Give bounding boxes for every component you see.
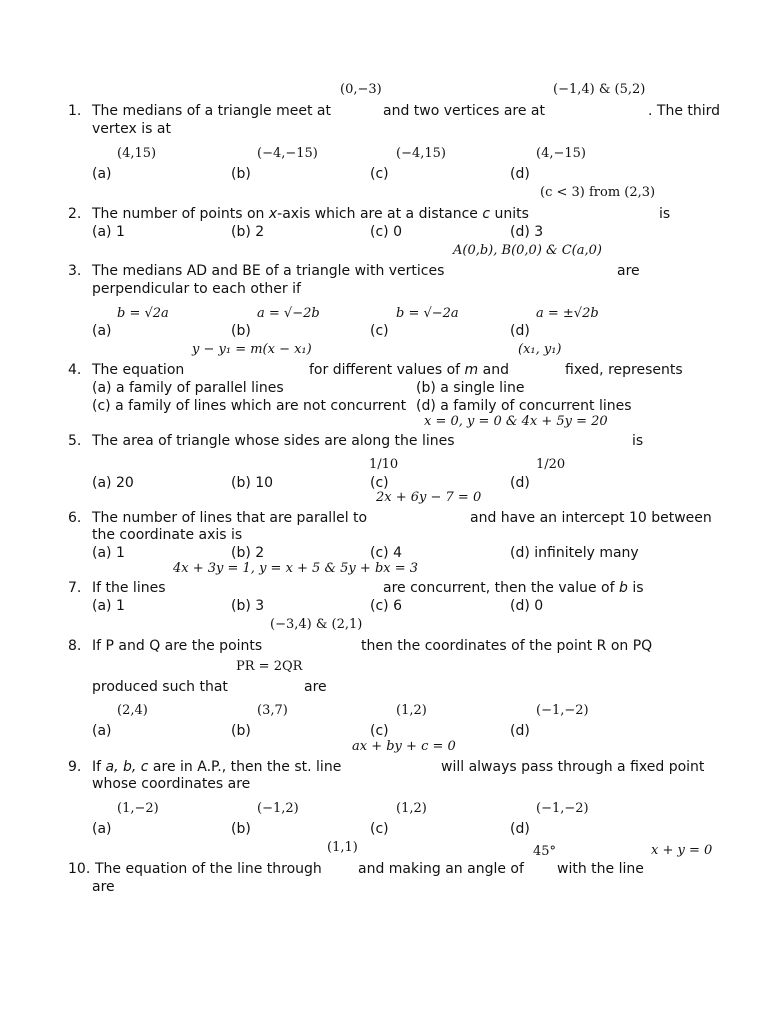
q2-text-c: units [490, 206, 529, 222]
q5-option-d-value: 1/20 [536, 457, 566, 472]
q5-option-a-value: 20 [115, 475, 134, 491]
q8-option-b-label: (b) [231, 723, 251, 739]
q9-option-c-label: (c) [370, 821, 389, 837]
q8-option-a-value: (2,4) [117, 703, 148, 718]
q6-option-d-label: (d) [510, 545, 530, 561]
q5-option-a-label: (a) [92, 475, 112, 491]
q4-text-c: and [478, 362, 509, 378]
q9-option-d-label: (d) [510, 821, 530, 837]
q4-number: 4. [68, 362, 82, 378]
q8-number: 8. [68, 638, 82, 654]
q7-text-b: are concurrent, then the value of [383, 580, 619, 596]
q8-option-a-label: (a) [92, 723, 112, 739]
q4-m-var: m [464, 362, 479, 378]
q7-text-mid [383, 580, 644, 596]
q10-line2: are [92, 879, 115, 895]
q6-text-b: and have an intercept 10 between [470, 510, 712, 526]
q9-option-b-value: (−1,2) [257, 801, 299, 816]
q9-text-line [92, 759, 341, 775]
q7-option-d [510, 598, 543, 614]
q1-text-a: The medians of a triangle meet at [92, 103, 331, 119]
q6-option-a-value: 1 [115, 545, 125, 561]
q7-option-a-label: (a) [92, 598, 112, 614]
q10-text-b: and making an angle of [358, 861, 524, 877]
q5-option-d-label: (d) [510, 475, 530, 491]
q6-option-b-value: 2 [255, 545, 265, 561]
q7-option-c [370, 598, 402, 614]
q4-equation-math: y − y₁ = m(x − x₁) [192, 342, 312, 357]
q8-ratio-math: PR = 2QR [236, 659, 303, 674]
q7-text-c: is [627, 580, 644, 596]
q2-x-var: x [268, 206, 278, 222]
q6-text-a: The number of lines that are parallel to [92, 510, 368, 526]
q2-option-b-value: 2 [255, 224, 265, 240]
q3-option-c-value: b = √−2a [396, 306, 459, 321]
q3-option-c-label: (c) [370, 323, 389, 339]
q6-option-b [231, 545, 264, 561]
q2-text-line [92, 206, 529, 222]
q9-line2: whose coordinates are [92, 776, 251, 792]
q8-line2b: are [304, 679, 327, 695]
q1-text-c: . The third [648, 103, 721, 119]
q9-option-b-label: (b) [231, 821, 251, 837]
q4-choice-d: (d) a family of concurrent lines [416, 398, 632, 414]
q9-vars: a, b, c [105, 759, 149, 775]
q7-option-d-value: 0 [534, 598, 544, 614]
q2-option-b [231, 224, 264, 240]
q6-option-a-label: (a) [92, 545, 112, 561]
q1-option-b-label: (b) [231, 166, 251, 182]
q7-option-b-label: (b) [231, 598, 251, 614]
q3-text-b: are [617, 263, 640, 279]
q1-option-d-value: (4,−15) [536, 146, 586, 161]
q6-option-b-label: (b) [231, 545, 251, 561]
q10-point-math: (1,1) [327, 840, 358, 855]
q2-condition-math: (c < 3) from (2,3) [540, 185, 656, 200]
q2-option-d-label: (d) [510, 224, 530, 240]
q2-option-d [510, 224, 543, 240]
q7-option-b [231, 598, 264, 614]
q9-text-a: If [92, 759, 106, 775]
q4-choice-a: (a) a family of parallel lines [92, 380, 284, 396]
q3-option-d-value: a = ±√2b [536, 306, 599, 321]
q2-option-a-value: 1 [115, 224, 125, 240]
q9-text-c: will always pass through a fixed point [441, 759, 705, 775]
q9-option-c-value: (1,2) [396, 801, 427, 816]
q2-number: 2. [68, 206, 82, 222]
q6-number: 6. [68, 510, 82, 526]
q2-option-c [370, 224, 402, 240]
q1-line2: vertex is at [92, 121, 171, 137]
q3-line2: perpendicular to each other if [92, 281, 301, 297]
q7-number: 7. [68, 580, 82, 596]
q10-angle-math: 45° [533, 844, 557, 859]
q1-option-c-value: (−4,15) [396, 146, 446, 161]
q4-text-b: for different values of [309, 362, 465, 378]
q3-vertices-math: A(0,b), B(0,0) & C(a,0) [453, 243, 602, 258]
q2-option-b-label: (b) [231, 224, 251, 240]
q1-text-b: and two vertices are at [383, 103, 545, 119]
q7-text-a: If the lines [92, 580, 166, 596]
q2-c-var: c [482, 206, 491, 222]
q4-text-a: The equation [92, 362, 185, 378]
q6-option-d-value: infinitely many [534, 545, 639, 561]
q7-b-var: b [619, 580, 628, 596]
q9-line-math: ax + by + c = 0 [352, 739, 456, 754]
q2-text-b: -axis which are at a distance [277, 206, 483, 222]
q7-option-c-label: (c) [370, 598, 389, 614]
q6-line-math: 2x + 6y − 7 = 0 [376, 490, 482, 505]
q5-option-a [92, 475, 134, 491]
q2-text-a: The number of points on [92, 206, 269, 222]
q9-option-d-value: (−1,−2) [536, 801, 589, 816]
q2-option-c-value: 0 [393, 224, 402, 240]
q1-option-b-value: (−4,−15) [257, 146, 318, 161]
q9-number: 9. [68, 759, 82, 775]
q2-option-a-label: (a) [92, 224, 112, 240]
q10-line-math: x + y = 0 [651, 843, 713, 858]
q3-option-b-label: (b) [231, 323, 251, 339]
q5-number: 5. [68, 433, 82, 449]
q6-option-d [510, 545, 639, 561]
q2-option-c-label: (c) [370, 224, 389, 240]
q5-option-c-value: 1/10 [369, 457, 399, 472]
q8-option-c-value: (1,2) [396, 703, 427, 718]
q4-point-math: (x₁, y₁) [518, 342, 562, 357]
q1-centroid-math: (0,−3) [340, 82, 382, 97]
q3-option-a-label: (a) [92, 323, 112, 339]
q6-option-c-label: (c) [370, 545, 389, 561]
q1-option-c-label: (c) [370, 166, 389, 182]
q2-option-a [92, 224, 125, 240]
q5-option-b-value: 10 [255, 475, 274, 491]
q7-option-d-label: (d) [510, 598, 530, 614]
q4-text-mid [309, 362, 509, 378]
q6-option-a [92, 545, 125, 561]
q3-option-b-value: a = √−2b [257, 306, 320, 321]
q1-vertices-math: (−1,4) & (5,2) [553, 82, 646, 97]
q3-number: 3. [68, 263, 82, 279]
q9-option-a-label: (a) [92, 821, 112, 837]
q3-text-a: The medians AD and BE of a triangle with vertices [92, 263, 445, 279]
q9-text-b: are in A.P., then the st. line [148, 759, 342, 775]
q8-option-b-value: (3,7) [257, 703, 288, 718]
q4-choice-c: (c) a family of lines which are not concurrent [92, 398, 407, 414]
q7-option-a [92, 598, 125, 614]
q5-text-b: is [632, 433, 644, 449]
q8-option-d-value: (−1,−2) [536, 703, 589, 718]
q1-option-d-label: (d) [510, 166, 530, 182]
q5-option-b-label: (b) [231, 475, 251, 491]
q8-option-c-label: (c) [370, 723, 389, 739]
q9-option-a-value: (1,−2) [117, 801, 159, 816]
q10-text-a: The equation of the line through [95, 861, 322, 877]
q8-line2a: produced such that [92, 679, 228, 695]
q7-option-a-value: 1 [115, 598, 125, 614]
q6-option-c [370, 545, 402, 561]
q2-text-d: is [659, 206, 671, 222]
q10-number: 10. [68, 861, 91, 877]
q1-option-a-label: (a) [92, 166, 112, 182]
q8-text-a: If P and Q are the points [92, 638, 263, 654]
q7-option-c-value: 6 [393, 598, 402, 614]
q1-option-a-value: (4,15) [117, 146, 157, 161]
q4-text-d: fixed, represents [565, 362, 683, 378]
q4-choice-b: (b) a single line [416, 380, 525, 396]
q3-option-d-label: (d) [510, 323, 530, 339]
q1-number: 1. [68, 103, 82, 119]
q10-text-c: with the line [557, 861, 644, 877]
q7-lines-math: 4x + 3y = 1, y = x + 5 & 5y + bx = 3 [173, 561, 419, 576]
q6-line2: the coordinate axis is [92, 527, 243, 543]
q5-option-b [231, 475, 273, 491]
q8-text-b: then the coordinates of the point R on PQ [361, 638, 653, 654]
q8-points-math: (−3,4) & (2,1) [270, 617, 363, 632]
q7-option-b-value: 3 [255, 598, 265, 614]
q5-option-c-label: (c) [370, 475, 389, 491]
q8-option-d-label: (d) [510, 723, 530, 739]
q5-text-a: The area of triangle whose sides are along the lines [92, 433, 455, 449]
q3-option-a-value: b = √2a [117, 306, 169, 321]
q6-option-c-value: 4 [393, 545, 402, 561]
q5-lines-math: x = 0, y = 0 & 4x + 5y = 20 [424, 414, 608, 429]
q2-option-d-value: 3 [534, 224, 544, 240]
